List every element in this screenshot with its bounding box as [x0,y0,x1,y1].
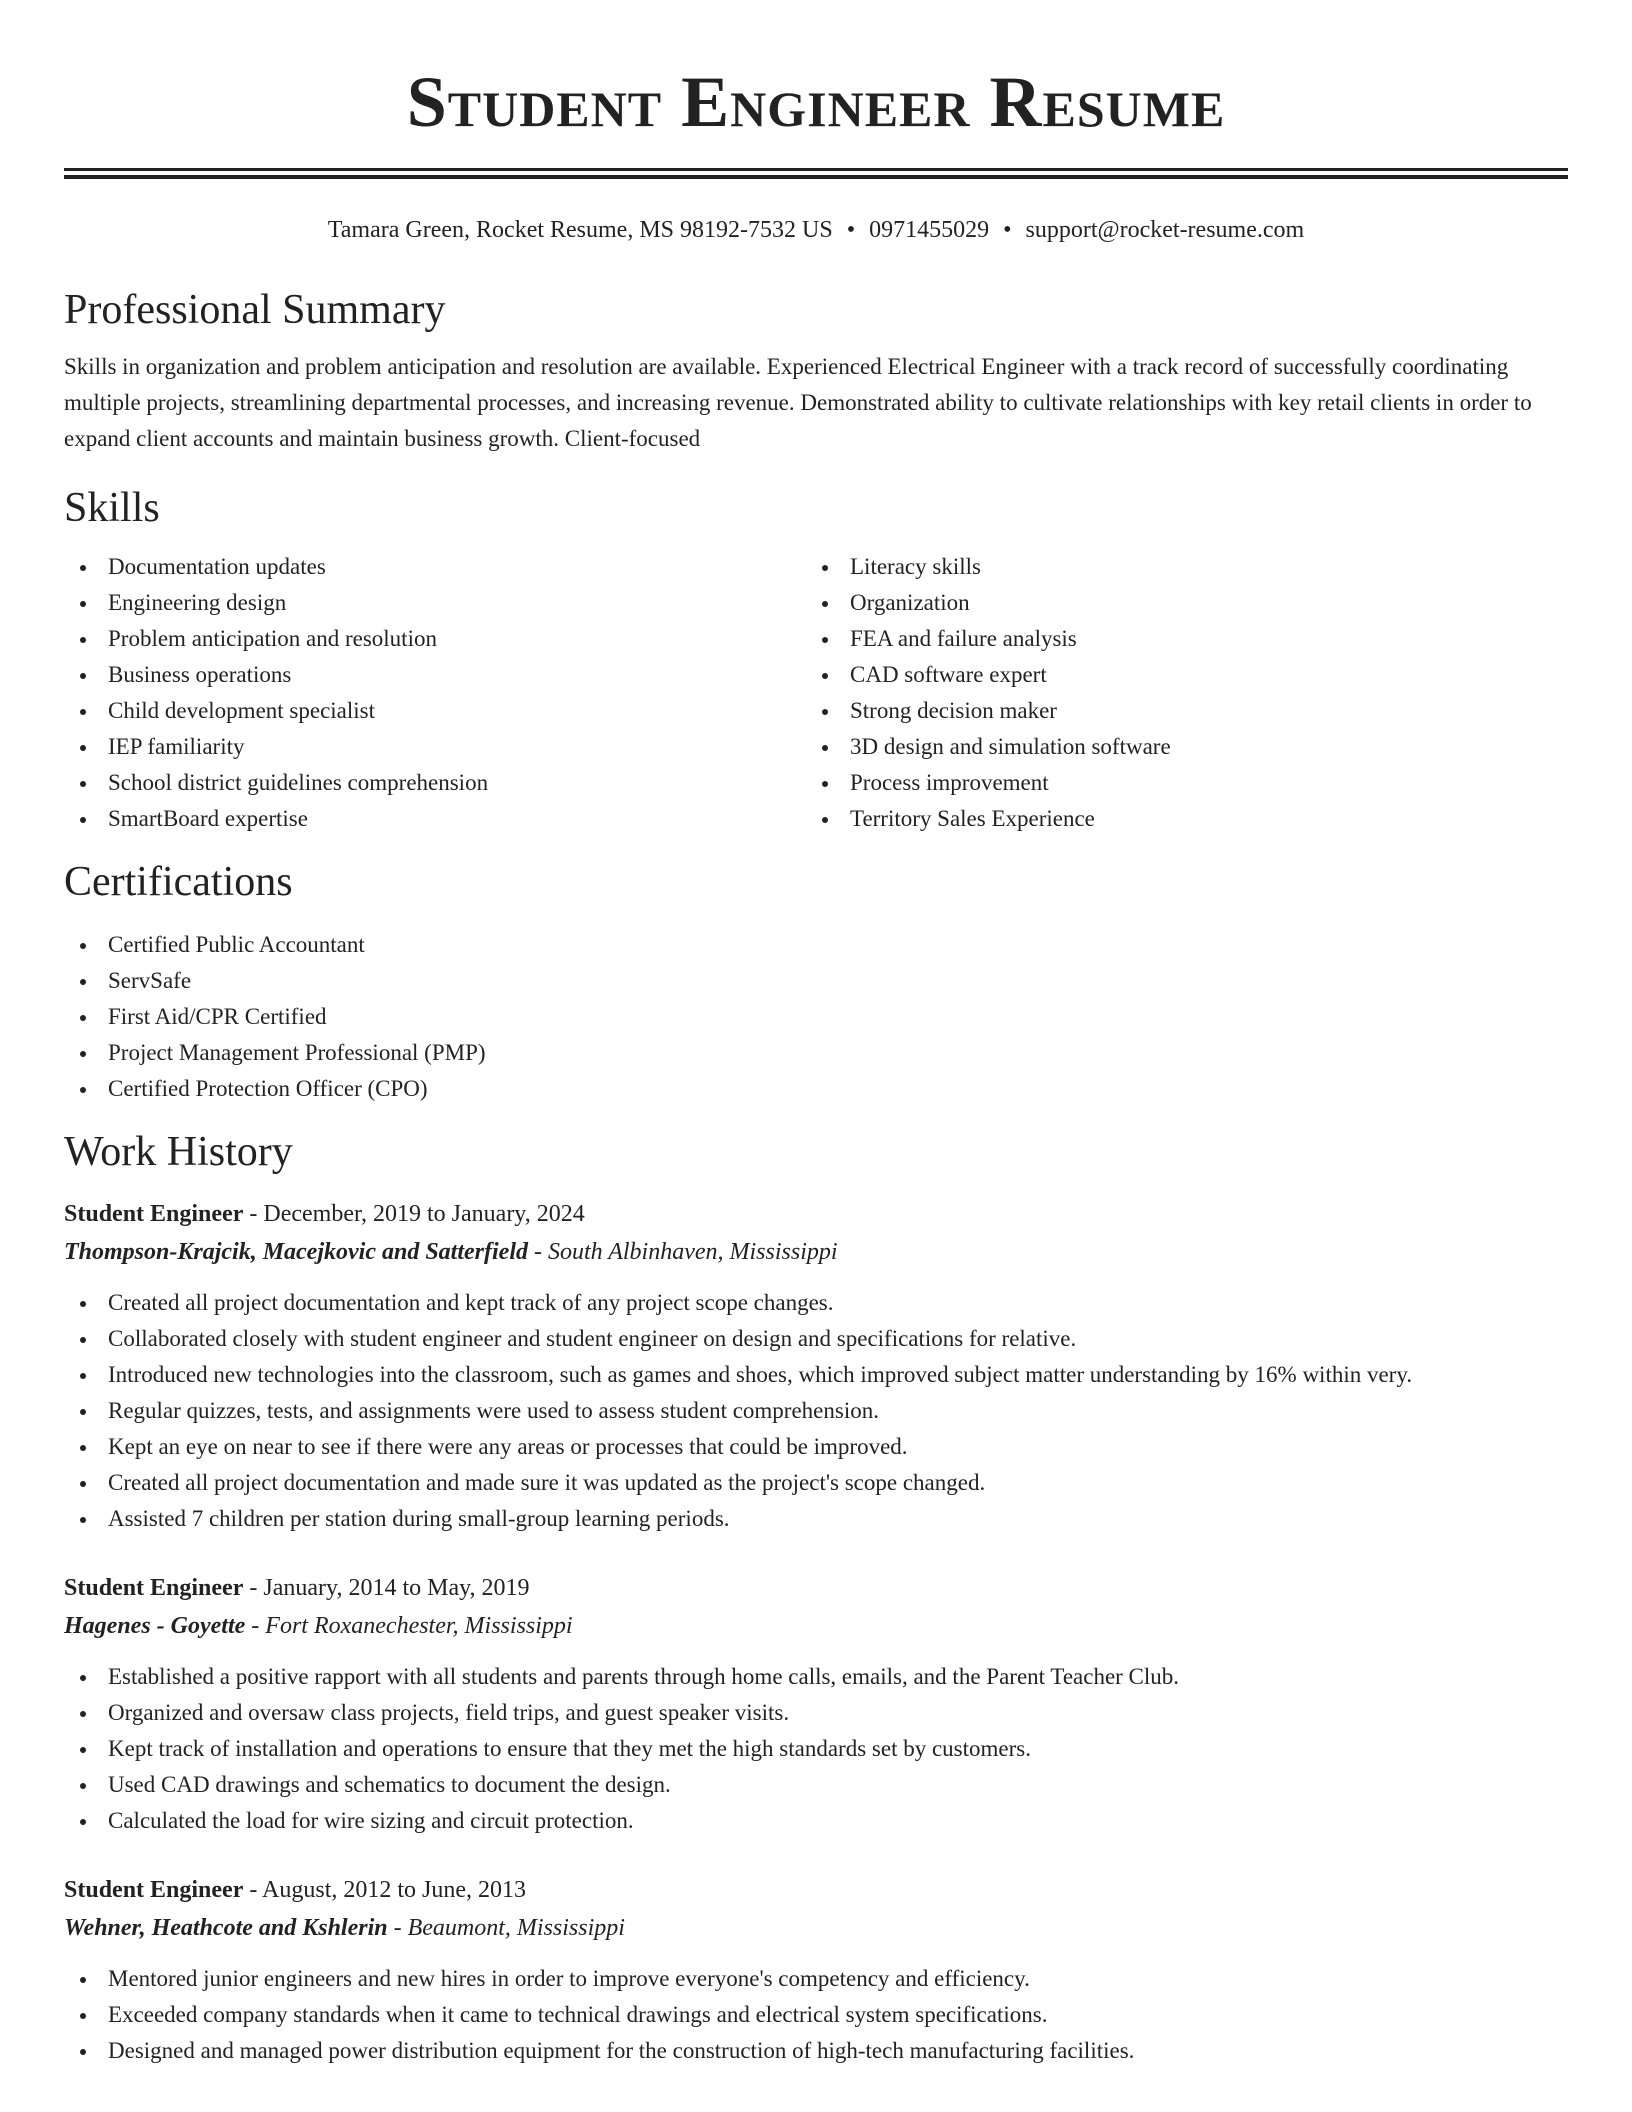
skill-item: Literacy skills [806,549,1548,585]
skills-left-list [64,549,806,837]
job-dates: December, 2019 to January, 2024 [263,1201,585,1227]
skill-item: IEP familiarity [64,729,806,765]
contact-separator: • [1003,217,1012,243]
job-role: Student Engineer [64,1877,244,1903]
summary-heading: Professional Summary [64,287,446,333]
job-bullet: Collaborated closely with student engineer and student engineer on design and specifications for relative. [64,1321,1568,1357]
job-bullet: Introduced new technologies into the classroom, such as games and shoes, which improved subject matter understanding by 16% within very. [64,1357,1568,1393]
job-entry [64,1569,1568,1839]
skill-item: SmartBoard expertise [64,801,806,837]
certification-item: Certified Public Accountant [64,927,1568,963]
skill-item: Strong decision maker [806,693,1548,729]
certification-item: Certified Protection Officer (CPO) [64,1071,1568,1107]
contact-email: support@rocket-resume.com [1025,217,1305,243]
summary-text: Skills in organization and problem anticipation and resolution are available. Experienced Electrical Engineer with a track record of successfully coordinating multiple projects, streamlining departmental processes, and increasing revenue. Demonstrated ability to cultivate relationships with key retail clients in order to expand client accounts and maintain business growth. Client-focused [64,354,1532,451]
job-bullets [64,1961,1568,2069]
skill-item: Documentation updates [64,549,806,585]
job-bullets [64,1285,1568,1537]
job-bullet: Created all project documentation and kept track of any project scope changes. [64,1285,1568,1321]
job-dates: January, 2014 to May, 2019 [263,1575,530,1601]
job-company: Hagenes - Goyette [64,1613,246,1639]
job-bullet: Kept an eye on near to see if there were any areas or processes that could be improved. [64,1429,1568,1465]
job-bullet: Designed and managed power distribution equipment for the construction of high-tech manufacturing facilities. [64,2033,1568,2069]
certifications-list [64,927,1568,1107]
title-divider [64,168,1568,179]
job-company-line [64,1607,1568,1645]
resume-title: Student Engineer Resume [406,62,1226,142]
skill-item: Organization [806,585,1548,621]
job-bullet: Regular quizzes, tests, and assignments were used to assess student comprehension. [64,1393,1568,1429]
skill-item: Child development specialist [64,693,806,729]
job-dash: - [243,1201,264,1227]
job-dates: August, 2012 to June, 2013 [262,1877,527,1903]
job-bullet: Exceeded company standards when it came to technical drawings and electrical system specifications. [64,1997,1568,2033]
job-title-line [64,1569,1568,1607]
job-bullet: Organized and oversaw class projects, field trips, and guest speaker visits. [64,1695,1568,1731]
job-role: Student Engineer [64,1201,244,1227]
job-bullet: Established a positive rapport with all students and parents through home calls, emails, and the Parent Teacher Club. [64,1659,1568,1695]
job-dash: - [387,1915,408,1941]
job-dash: - [243,1575,264,1601]
skill-item: Territory Sales Experience [806,801,1548,837]
job-title-line [64,1871,1568,1909]
job-dash: - [527,1239,548,1265]
job-location: Beaumont, Mississippi [407,1915,625,1941]
contact-line [64,215,1568,245]
job-bullet: Used CAD drawings and schematics to document the design. [64,1767,1568,1803]
skill-item: Business operations [64,657,806,693]
job-location: South Albinhaven, Mississippi [547,1239,838,1265]
contact-phone: 0971455029 [869,217,990,243]
job-role: Student Engineer [64,1575,244,1601]
job-company: Thompson-Krajcik, Macejkovic and Satterfield [64,1239,528,1265]
contact-separator: • [846,217,856,243]
skills-right-list [806,549,1548,837]
skill-item: CAD software expert [806,657,1548,693]
certification-item: First Aid/CPR Certified [64,999,1568,1035]
job-bullet: Mentored junior engineers and new hires in order to improve everyone's competency and efficiency. [64,1961,1568,1997]
skill-item: 3D design and simulation software [806,729,1548,765]
job-bullet: Assisted 7 children per station during small-group learning periods. [64,1501,1568,1537]
skill-item: Process improvement [806,765,1548,801]
skill-item: Problem anticipation and resolution [64,621,806,657]
certifications-heading: Certifications [64,859,293,905]
skill-item: Engineering design [64,585,806,621]
job-location: Fort Roxanechester, Mississippi [265,1613,573,1639]
job-dash: - [243,1877,263,1903]
job-bullet: Calculated the load for wire sizing and circuit protection. [64,1803,1568,1839]
skill-item: School district guidelines comprehension [64,765,806,801]
job-dash: - [245,1613,266,1639]
job-bullets [64,1659,1568,1839]
contact-address: Tamara Green, Rocket Resume, MS 98192-7532 US [327,217,833,243]
job-bullet: Created all project documentation and made sure it was updated as the project's scope changed. [64,1465,1568,1501]
skills-heading: Skills [64,485,160,531]
job-company: Wehner, Heathcote and Kshlerin [64,1915,388,1941]
work-history-heading: Work History [64,1129,293,1175]
certification-item: Project Management Professional (PMP) [64,1035,1568,1071]
job-bullet: Kept track of installation and operations to ensure that they met the high standards set by customers. [64,1731,1568,1767]
certification-item: ServSafe [64,963,1568,999]
job-title-line [64,1195,1568,1233]
skill-item: FEA and failure analysis [806,621,1548,657]
skills-columns [64,549,1568,837]
job-company-line [64,1909,1568,1947]
job-company-line [64,1233,1568,1271]
job-entry [64,1871,1568,2069]
job-entry [64,1195,1568,1537]
